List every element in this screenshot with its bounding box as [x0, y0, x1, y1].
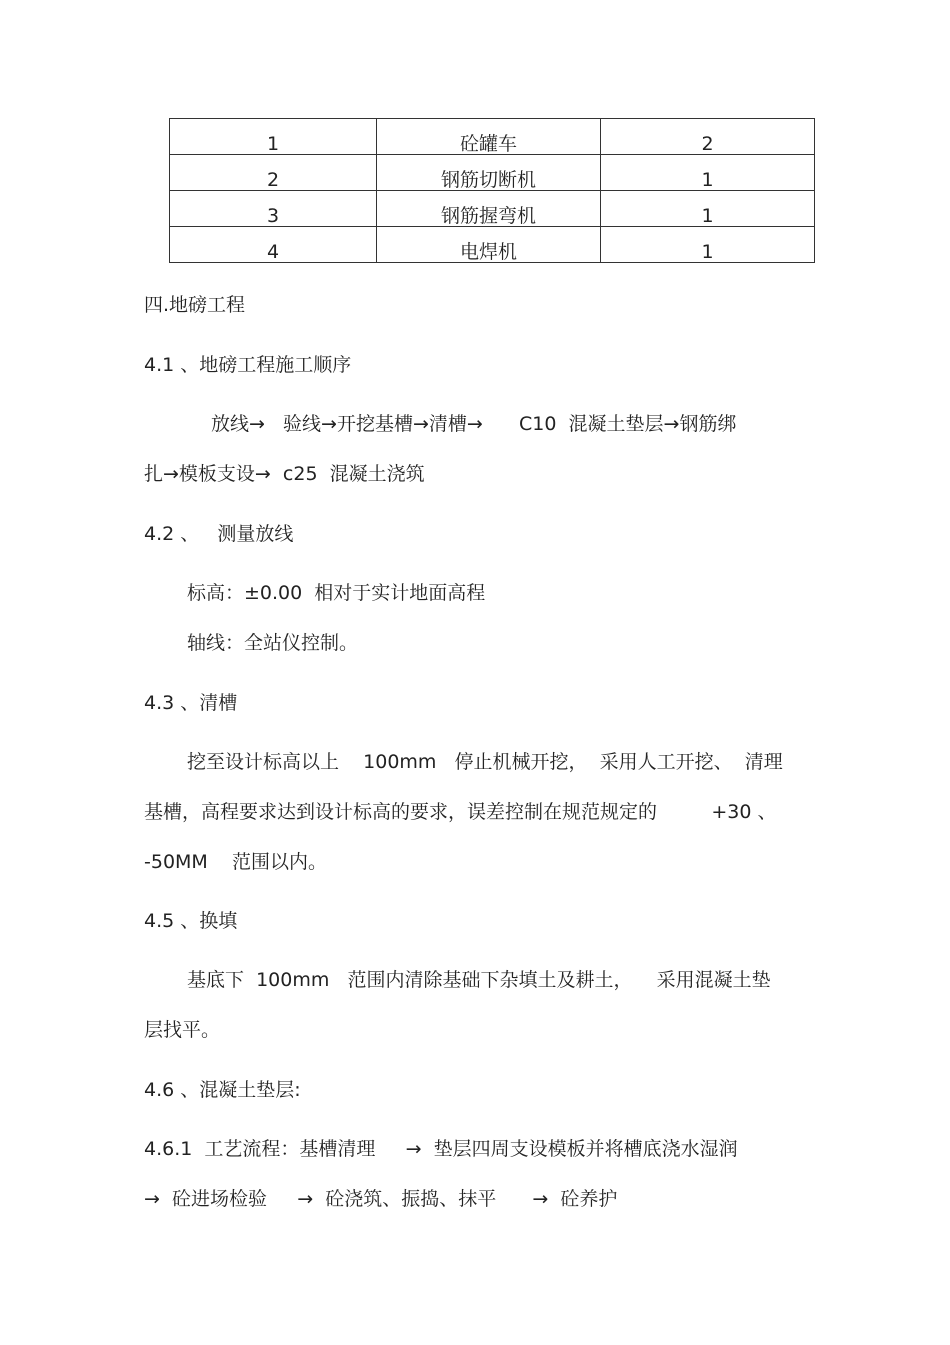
- table-row: [170, 155, 815, 191]
- equipment-name: 钢筋握弯机: [377, 191, 601, 227]
- paragraph-line: 轴线：全站仪控制。: [187, 632, 359, 654]
- paragraph-line: 标高：±0.00 相对于实计地面高程: [187, 582, 486, 604]
- paragraph-line: 层找平。: [144, 1019, 221, 1041]
- row-number: 4: [170, 227, 377, 263]
- equipment-quantity: 1: [601, 227, 815, 263]
- row-number: 2: [170, 155, 377, 191]
- paragraph-line: 基槽，高程要求达到设计标高的要求，误差控制在规范规定的 +30 、: [144, 801, 777, 823]
- paragraph-line: → 砼进场检验 → 砼浇筑、振捣、抹平 → 砼养护: [144, 1188, 618, 1210]
- heading-4-5: 4.5 、换填: [144, 910, 238, 932]
- section-title: 四.地磅工程: [144, 294, 246, 316]
- paragraph-line: -50MM 范围以内。: [144, 851, 327, 873]
- equipment-quantity: 1: [601, 191, 815, 227]
- heading-4-1: 4.1 、地磅工程施工顺序: [144, 354, 352, 376]
- equipment-table: [169, 118, 815, 263]
- table-row: [170, 119, 815, 155]
- paragraph-line: 扎→模板支设→ c25 混凝土浇筑: [144, 463, 425, 485]
- row-number: 1: [170, 119, 377, 155]
- heading-4-6: 4.6 、混凝土垫层:: [144, 1079, 301, 1101]
- equipment-quantity: 1: [601, 155, 815, 191]
- heading-4-3: 4.3 、清槽: [144, 692, 238, 714]
- equipment-name: 电焊机: [377, 227, 601, 263]
- table-row: [170, 227, 815, 263]
- heading-4-2: 4.2 、 测量放线: [144, 523, 294, 545]
- equipment-name: 钢筋切断机: [377, 155, 601, 191]
- equipment-name: 砼罐车: [377, 119, 601, 155]
- row-number: 3: [170, 191, 377, 227]
- paragraph-line: 放线→ 验线→开挖基槽→清槽→ C10 混凝土垫层→钢筋绑: [211, 413, 737, 435]
- paragraph-line: 4.6.1 工艺流程：基槽清理 → 垫层四周支设模板并将槽底浇水湿润: [144, 1138, 738, 1160]
- paragraph-line: 基底下 100mm 范围内清除基础下杂填土及耕土， 采用混凝土垫: [187, 969, 771, 991]
- paragraph-line: 挖至设计标高以上 100mm 停止机械开挖， 采用人工开挖、 清理: [187, 751, 783, 773]
- table-row: [170, 191, 815, 227]
- equipment-quantity: 2: [601, 119, 815, 155]
